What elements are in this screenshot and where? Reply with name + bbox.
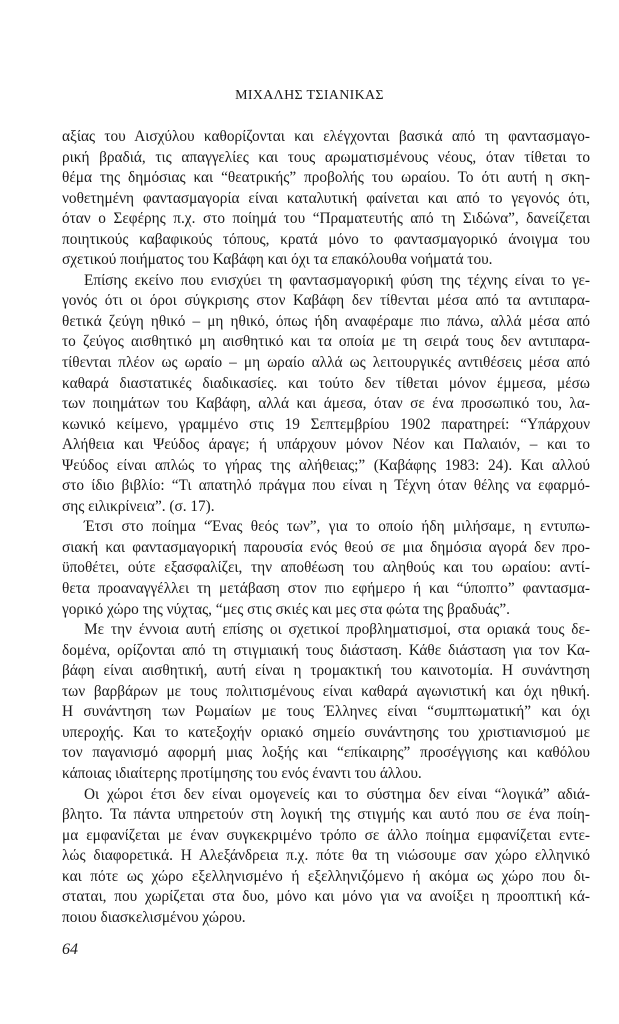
text-line: σιακή και φαντασμαγορική παρουσία ενός θεού σε μια δημόσια αγορά δεν προ- (62, 538, 590, 556)
text-line: υπεροχής. Και το κατεξοχήν οριακό σημείο συνάντησης του χριστιανισμού με (62, 723, 590, 741)
text-line: και πότε ως χώρο εξελληνισμένο ή εξελληνιζόμενο ή ακόμα ως χώρο που δι- (62, 867, 590, 885)
paragraph (62, 517, 590, 620)
text-line: Αλήθεια και Ψεύδος άραγε; ή υπάρχουν μόνον Νέον και Παλαιόν, – και το (62, 436, 590, 454)
text-line: Ψεύδος είναι απλώς το γήρας της αλήθειας;” (Καβάφης 1983: 24). Και αλλού (62, 456, 590, 474)
text-line: ποιητικούς καβαφικούς τόπους, κρατά μόνο το φαντασμαγορικό άνοιγμα του (62, 230, 590, 248)
text-line: θετα προαναγγέλλει τη μετάβαση στον πιο εφήμερο ή και “ύποπτο” φαντασμα- (62, 580, 590, 598)
text-line: αξίας του Αισχύλου καθορίζονται και ελέγχονται βασικά από τη φαντασμαγο- (62, 128, 590, 145)
text-line: θετικά ζεύγη ηθικό – μη ηθικό, όπως ήδη αναφέραμε πιο πάνω, αλλά μέσα από (62, 312, 590, 330)
text-line: καθαρά διαστατικές διαδικασίες. και τούτο δεν τίθεται μόνον έμμεσα, μέσω (62, 374, 590, 392)
text-line: των βαρβάρων με τους πολιτισμένους είναι καθαρά αγωνιστική και όχι ηθική. (62, 682, 590, 700)
paragraph (62, 620, 590, 784)
text-line: σχετικού ποιήματος του Καβάφη και όχι τα επακόλουθα νοήματά του. (62, 251, 493, 269)
text-line: ποιου διασκελισμένου χώρου. (62, 908, 246, 926)
text-line: βλητο. Τα πάντα υπηρετούν στη λογική της στιγμής και αυτό που σε ένα ποίη- (62, 806, 590, 824)
text-line: των ποιημάτων του Καβάφη, αλλά και άμεσα, όταν σε ένα προσωπικό του, λα- (62, 395, 590, 413)
text-line: βάφη είναι αισθητική, αυτή είναι η τρομακτική του καινοτομία. Η συνάντηση (62, 662, 590, 680)
page-number: 64 (62, 941, 78, 958)
text-line: όταν ο Σεφέρης π.χ. στο ποίημά του “Πραματευτής από τη Σιδώνα”, δανείζεται (62, 210, 590, 228)
text-line: στο ίδιο βιβλίο: “Τι απατηλό πράγμα που είναι η Τέχνη όταν θέλης να εφαρμό- (62, 477, 590, 495)
running-header: ΜΙΧΑΛΗΣ ΤΣΙΑΝΙΚΑΣ (235, 88, 384, 103)
paragraph (62, 785, 590, 929)
text-line: γονός ότι οι όροι σύγκρισης στον Καβάφη δεν τίθενται μέσα από τα αντιπαρα- (62, 292, 590, 310)
text-line: σταται, που χωρίζεται στα δυο, μόνο και μόνο για να ανοίξει η προοπτική κά- (62, 888, 590, 906)
text-line: μα εμφανίζεται με έναν συγκεκριμένο τρόπο σε άλλο ποίημα εμφανίζεται εντε- (62, 826, 590, 844)
text-line: δομένα, ορίζονται από τη στιγμιαική τους διάσταση. Κάθε διάσταση για τον Κα- (62, 641, 590, 659)
paragraph (62, 127, 590, 271)
text-line: Επίσης εκείνο που ενισχύει τη φαντασμαγορική φύση της τέχνης είναι το γε- (84, 271, 590, 289)
text-line: Έτσι στο ποίημα “Ένας θεός των”, για το οποίο ήδη μιλήσαμε, η εντυπω- (84, 518, 590, 536)
text-line: γορικό χώρο της νύχτας, “μες στις σκιές και μες στα φώτα της βραδυάς”. (62, 600, 510, 618)
body-text (62, 127, 590, 928)
text-line: σης ειλικρίνεια”. (σ. 17). (62, 497, 215, 515)
text-line: κωνικό κείμενο, γραμμένο στις 19 Σεπτεμβρίου 1902 παρατηρεί: “Υπάρχουν (62, 415, 590, 433)
text-line: κάποιας ιδιαίτερης προτίμησης του ενός έναντι του άλλου. (62, 764, 422, 782)
text-line: Με την έννοια αυτή επίσης οι σχετικοί προβληματισμοί, στα οριακά τους δε- (84, 621, 590, 639)
text-line: νοθετημένη φαντασμαγορία είναι καταλυτική φαίνεται και από το γεγονός ότι, (62, 189, 590, 207)
text-line: ρική βραδιά, τις απαγγελίες και τους αρωματισμένους νέους, όταν τίθεται το (62, 148, 590, 166)
text-line: ϋποθέτει, ούτε εξασφαλίζει, την αποθέωση του αληθούς και του ωραίου: αντί- (62, 559, 590, 577)
text-line: Οι χώροι έτσι δεν είναι ομογενείς και το σύστημα δεν είναι “λογικά” αδιά- (84, 785, 590, 803)
text-line: λώς διαφορετικά. Η Αλεξάνδρεια π.χ. πότε θα τη νιώσουμε σαν χώρο ελληνικό (62, 847, 590, 865)
text-line: θέμα της δημόσιας και “θεατρικής” προβολής του ωραίου. Το ότι αυτή η σκη- (62, 169, 590, 187)
text-line: τον παγανισμό αφορμή μιας λοξής και “επίκαιρης” προσέγγισης και καθόλου (62, 744, 590, 762)
text-line: το ζεύγος αισθητικό μη αισθητικό και τα οποία με τη σειρά τους δεν αντιπαρα- (62, 333, 590, 351)
text-line: τίθενται πλέον ως ωραίο – μη ωραίο αλλά ως λειτουργικές αντιθέσεις μέσα από (62, 354, 590, 372)
paragraph (62, 271, 590, 518)
text-line: Η συνάντηση των Ρωμαίων με τους Έλληνες είναι “συμπτωματική” και όχι (62, 703, 590, 721)
